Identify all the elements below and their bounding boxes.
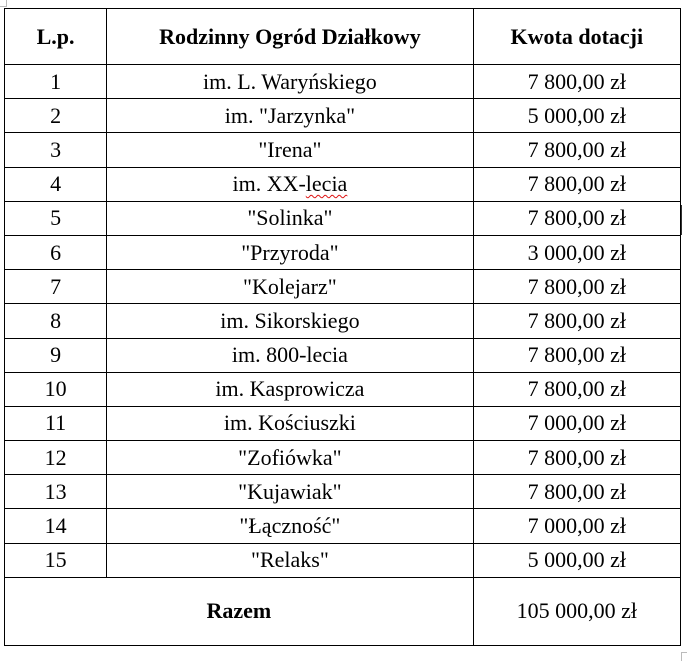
- cell-amount[interactable]: 7 800,00 zł: [473, 338, 680, 372]
- cell-lp[interactable]: 3: [5, 133, 107, 167]
- table-row: [5, 372, 681, 406]
- cell-amount[interactable]: 5 000,00 zł: [473, 99, 680, 133]
- cell-lp[interactable]: 1: [5, 65, 107, 99]
- cell-lp[interactable]: 11: [5, 406, 107, 440]
- table-row: [5, 509, 681, 543]
- table-row: [5, 270, 681, 304]
- table-row: [5, 304, 681, 338]
- cell-garden-name[interactable]: im. Kasprowicza: [107, 372, 474, 406]
- cell-lp[interactable]: 14: [5, 509, 107, 543]
- cell-garden-name[interactable]: im. L. Waryńskiego: [107, 65, 474, 99]
- cell-garden-name[interactable]: "Kujawiak": [107, 475, 474, 509]
- cell-lp[interactable]: 15: [5, 543, 107, 577]
- cell-garden-name[interactable]: "Relaks": [107, 543, 474, 577]
- cell-amount[interactable]: 7 800,00 zł: [473, 133, 680, 167]
- cell-garden-name[interactable]: im. Kościuszki: [107, 406, 474, 440]
- table-row: [5, 406, 681, 440]
- table-row: [5, 167, 681, 201]
- cell-lp[interactable]: 5: [5, 201, 107, 235]
- table-row: [5, 201, 681, 235]
- name-text: im. XX-: [232, 171, 306, 197]
- cell-amount[interactable]: 7 800,00 zł: [473, 475, 680, 509]
- table-row: [5, 543, 681, 577]
- cell-lp[interactable]: 13: [5, 475, 107, 509]
- cell-lp[interactable]: 8: [5, 304, 107, 338]
- table-row: [5, 441, 681, 475]
- table-row: [5, 99, 681, 133]
- table-row: [5, 235, 681, 269]
- cell-lp[interactable]: 9: [5, 338, 107, 372]
- cell-amount[interactable]: 3 000,00 zł: [473, 235, 680, 269]
- table-move-handle[interactable]: [0, 0, 7, 7]
- cell-amount[interactable]: 7 800,00 zł: [473, 201, 680, 235]
- cell-lp[interactable]: 6: [5, 235, 107, 269]
- table-row: [5, 65, 681, 99]
- cell-garden-name[interactable]: im. "Jarzynka": [107, 99, 474, 133]
- header-row: [5, 9, 681, 65]
- cell-amount[interactable]: 7 800,00 zł: [473, 304, 680, 338]
- cell-lp[interactable]: 7: [5, 270, 107, 304]
- header-garden-name: Rodzinny Ogród Działkowy: [107, 9, 474, 65]
- cell-garden-name[interactable]: im. Sikorskiego: [107, 304, 474, 338]
- spellcheck-flagged-word[interactable]: lecia: [305, 171, 348, 197]
- cell-garden-name[interactable]: "Kolejarz": [107, 270, 474, 304]
- cell-lp[interactable]: 4: [5, 167, 107, 201]
- cell-amount[interactable]: 7 000,00 zł: [473, 406, 680, 440]
- total-label[interactable]: Razem: [5, 577, 474, 645]
- cell-garden-name[interactable]: "Irena": [107, 133, 474, 167]
- table-row: [5, 133, 681, 167]
- cell-amount[interactable]: 7 000,00 zł: [473, 509, 680, 543]
- subsidy-table: [4, 8, 681, 646]
- table-row: [5, 338, 681, 372]
- text-cursor: [681, 205, 682, 235]
- header-lp: L.p.: [5, 9, 107, 65]
- cell-lp[interactable]: 2: [5, 99, 107, 133]
- cell-amount[interactable]: 7 800,00 zł: [473, 65, 680, 99]
- cell-garden-name[interactable]: "Łączność": [107, 509, 474, 543]
- cell-lp[interactable]: 10: [5, 372, 107, 406]
- cell-amount[interactable]: 7 800,00 zł: [473, 270, 680, 304]
- cell-garden-name[interactable]: [107, 167, 474, 201]
- total-row: [5, 577, 681, 645]
- cell-garden-name[interactable]: "Zofiówka": [107, 441, 474, 475]
- cell-garden-name[interactable]: "Solinka": [107, 201, 474, 235]
- cell-garden-name[interactable]: im. 800-lecia: [107, 338, 474, 372]
- cell-amount[interactable]: 7 800,00 zł: [473, 167, 680, 201]
- table-row: [5, 475, 681, 509]
- cell-lp[interactable]: 12: [5, 441, 107, 475]
- header-amount: Kwota dotacji: [473, 9, 680, 65]
- cell-amount[interactable]: 5 000,00 zł: [473, 543, 680, 577]
- cell-garden-name[interactable]: "Przyroda": [107, 235, 474, 269]
- total-amount[interactable]: 105 000,00 zł: [473, 577, 680, 645]
- cell-amount[interactable]: 7 800,00 zł: [473, 372, 680, 406]
- cell-amount[interactable]: 7 800,00 zł: [473, 441, 680, 475]
